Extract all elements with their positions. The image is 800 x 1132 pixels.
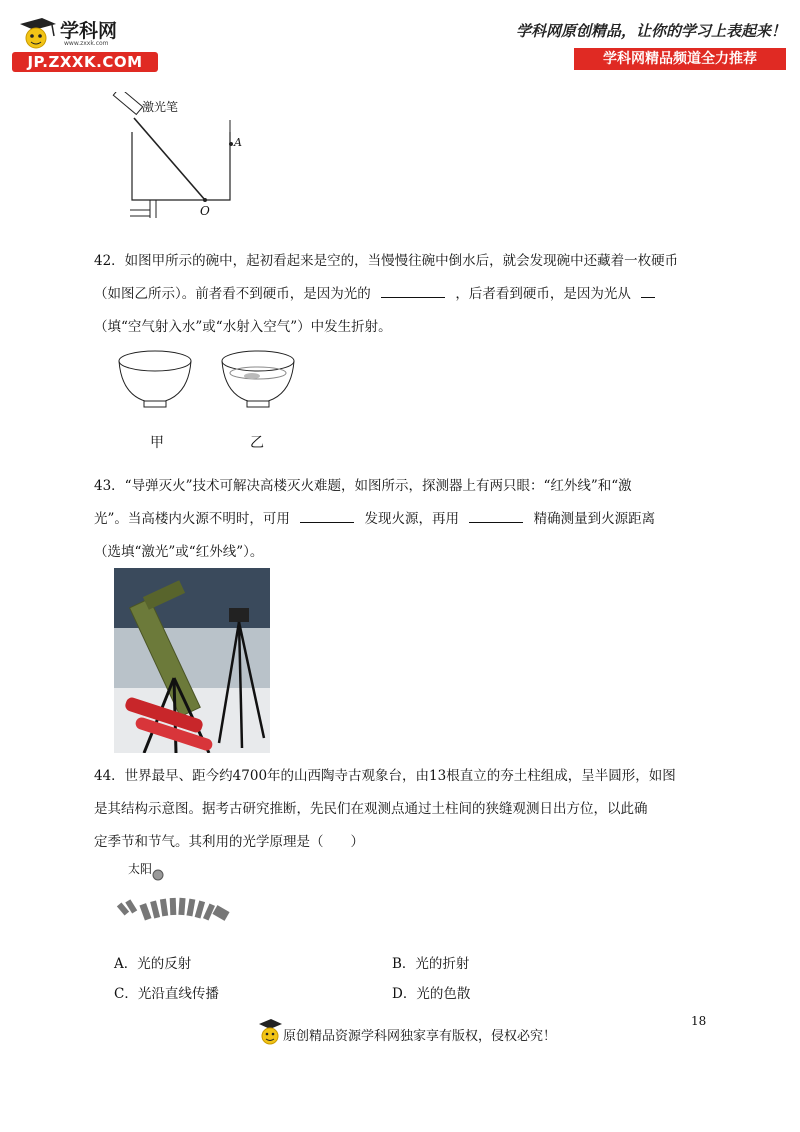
copyright-footer: 原创精品资源学科网独家享有版权，侵权必究！ [283,1029,557,1044]
q42-line2 [94,278,724,311]
q43-line1: 43．“导弹灭火”技术可解决高楼灭火难题，如图所示，探测器上有两只眼：“红外线”和“激 [94,478,632,494]
q43-line3: （选填“激光”或“红外线”）。 [94,544,264,560]
q42-line1: 42．如图甲所示的碗中，起初看起来是空的，当慢慢往碗中倒水后，就会发现碗中还藏着一枚硬币 [94,253,679,269]
logo-subtitle: www.zxxk.com [64,40,109,47]
logo-title: 学科网 [60,20,118,42]
option-a[interactable]: A．光的反射 [114,956,192,972]
mascot-icon [12,16,60,52]
option-b[interactable]: B．光的折射 [392,956,470,972]
q44-line3: 定季节和节气。其利用的光学原理是（ ） [94,834,364,850]
question-42 [94,245,724,344]
answer-blank-4[interactable] [469,508,523,523]
question-44 [94,760,724,859]
bowl-jia-label: 甲 [150,435,164,451]
answer-blank-1[interactable] [381,283,445,298]
page-number: 18 [691,1014,707,1028]
q42-text-b: ，后者看到硬币，是因为光从 [455,286,631,302]
laser-tank-figure [110,92,260,227]
option-d[interactable]: D．光的色散 [392,986,471,1002]
bowls-diagram [112,345,312,415]
answer-blank-2[interactable] [641,283,655,298]
logo-domain[interactable]: JP.ZXXK.COM [12,52,158,72]
channel-banner[interactable]: 学科网精品频道全力推荐 [574,48,786,70]
point-o-label: O [200,204,210,218]
option-c[interactable]: C．光沿直线传播 [114,986,219,1002]
q43-text-c: 精确测量到火源距离 [533,511,656,527]
q43-text-a: 光”。当高楼内火源不明时，可用 [94,511,290,527]
laser-tank-diagram [110,92,260,227]
sun-label: 太阳 [128,862,153,876]
q42-line3: （填“空气射入水”或“水射入空气”）中发生折射。 [94,319,392,335]
q42-text-a: （如图乙所示）。前者看不到硬币，是因为光的 [94,286,371,302]
q43-text-b: 发现火源，再用 [364,511,459,527]
footer-mascot-icon [257,1018,283,1048]
bowl-yi-label: 乙 [250,435,264,451]
observatory-figure [112,858,242,928]
bowls-figure [112,345,312,415]
header-slogan: 学科网原创精品，让你的学习上表起来！ [515,22,786,40]
question-43 [94,470,724,569]
answer-blank-3[interactable] [300,508,354,523]
observatory-diagram [112,858,242,928]
q44-line2: 是其结构示意图。据考古研究推断，先民们在观测点通过土柱间的狭缝观测日出方位，以此确 [94,801,648,817]
site-logo [12,16,162,72]
laser-pen-label: 激光笔 [142,100,179,114]
q43-line2 [94,503,724,536]
point-a-label: A [234,136,242,149]
q44-line1: 44．世界最早、距今约4700年的山西陶寺古观象台，由13根直立的夯土柱组成，呈半圆形，如图 [94,768,676,784]
launcher-photo-art [114,568,270,753]
missile-launcher-photo [114,568,270,753]
